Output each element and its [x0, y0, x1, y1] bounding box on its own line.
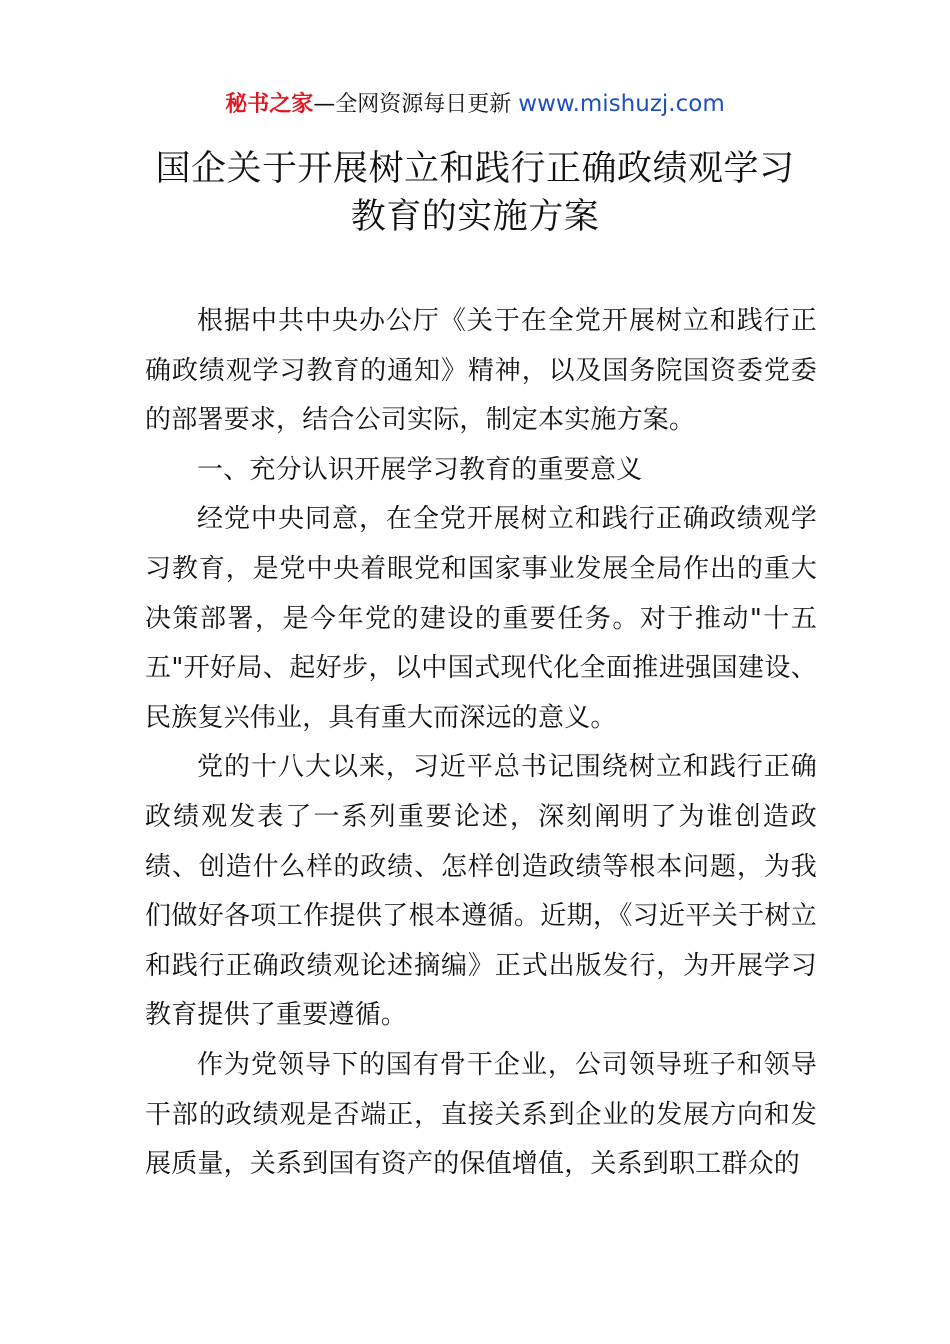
site-url-link[interactable]: www.mishuzj.com	[518, 91, 725, 117]
document-title-line-1: 国企关于开展树立和践行正确政绩观学习	[155, 149, 795, 189]
section-heading-1: 一、充分认识开展学习教育的重要意义	[197, 454, 643, 485]
document-title	[120, 145, 830, 241]
brand-name: 秘书之家	[225, 92, 314, 117]
document-body	[145, 297, 817, 1190]
body-paragraph: 经党中央同意，在全党开展树立和践行正确政绩观学习教育，是党中央着眼党和国家事业发展全局作出的重大决策部署，是今年党的建设的重要任务。对于推动"十五五"开好局、起好步，以中国式现代化全面推进强国建设、民族复兴伟业，具有重大而深远的意义。	[145, 504, 817, 733]
site-header	[0, 86, 950, 123]
header-tagline: —全网资源每日更新	[313, 92, 519, 117]
intro-paragraph: 根据中共中央办公厅《关于在全党开展树立和践行正确政绩观学习教育的通知》精神，以及国务院国资委党委的部署要求，结合公司实际，制定本实施方案。	[145, 306, 817, 436]
body-paragraph: 党的十八大以来，习近平总书记围绕树立和践行正确政绩观发表了一系列重要论述，深刻阐明了为谁创造政绩、创造什么样的政绩、怎样创造政绩等根本问题，为我们做好各项工作提供了根本遵循。近期，《习近平关于树立和践行正确政绩观论述摘编》正式出版发行，为开展学习教育提供了重要遵循。	[145, 752, 817, 1031]
body-paragraph: 作为党领导下的国有骨干企业，公司领导班子和领导干部的政绩观是否端正，直接关系到企业的发展方向和发展质量，关系到国有资产的保值增值，关系到职工群众的	[145, 1049, 817, 1180]
document-title-line-2: 教育的实施方案	[350, 197, 600, 237]
